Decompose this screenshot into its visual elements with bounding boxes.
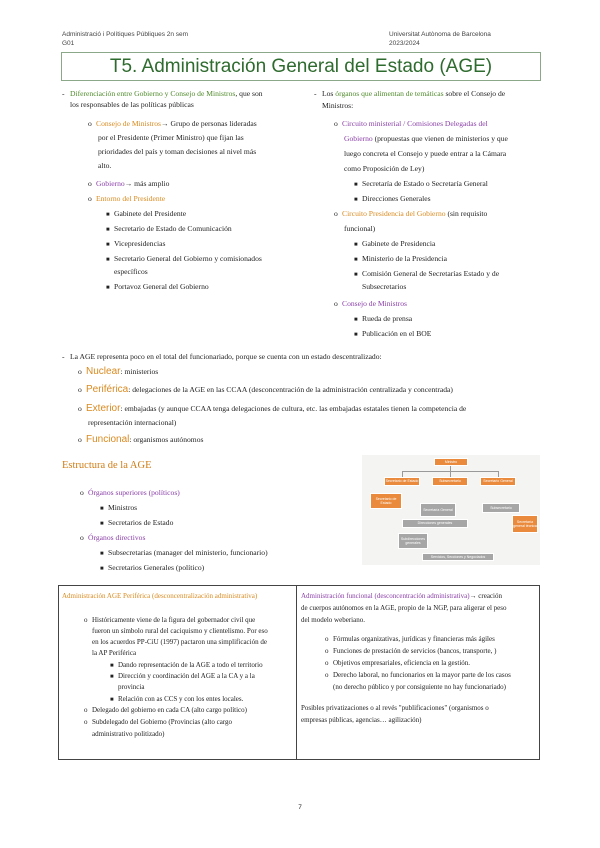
age-periferica: o Periférica: delegaciones de la AGE en las CCAA (desconcentración de la administración centralizada y concentrada)	[78, 384, 453, 395]
circuito-item: o Circuito ministerial / Comisiones Delegadas del	[334, 119, 488, 128]
table-right-item: o Funciones de prestación de servicios (bancos, transporte, )	[325, 647, 497, 655]
list-item: ■ Subsecretarias (manager del ministerio, funcionario)	[100, 548, 268, 557]
list-item: ■ Vicepresidencias	[106, 239, 166, 248]
list-item: ■ Ministros	[100, 503, 138, 512]
table-left-title: Administración AGE Periférica (desconcentralización administrativa)	[62, 592, 258, 600]
list-item: ■ Portavoz General del Gobierno	[106, 282, 209, 291]
list-item: ■ Publicación en el BOE	[354, 329, 432, 338]
consejo-text-3: prioridades del país y toman decisiones al nivel más	[98, 147, 257, 156]
left-intro: - Diferenciación entre Gobierno y Consejo de Ministros, que son	[62, 89, 263, 98]
list-item: ■ Secretaría de Estado o Secretaría General	[354, 179, 488, 188]
table-left-line: administrativo politizado)	[92, 730, 165, 738]
right-intro: - Los órganos que alimentan de temáticas sobre el Consejo de	[314, 89, 506, 98]
circuito-text-3: como Proposición de Ley)	[344, 164, 425, 173]
entorno-item: o Entorno del Presidente	[88, 194, 166, 203]
age-exterior-2: representación internacional)	[88, 418, 177, 427]
diagram-node: Servicios, Secciones y Negociados	[422, 553, 494, 561]
list-item: ■ Direcciones Generales	[354, 194, 431, 203]
university-name: Universitat Autònoma de Barcelona	[389, 31, 491, 38]
table-left-line: la AP Periférica	[92, 649, 137, 657]
section-heading: Estructura de la AGE	[62, 460, 152, 471]
diagram-node: Secretario de Estado	[384, 477, 420, 486]
org-chart-diagram	[362, 455, 540, 565]
list-item: ■ Secretarios Generales (político)	[100, 563, 205, 572]
table-left-line: o Subdelegado del Gobierno (Provincias (alto cargo	[84, 718, 233, 726]
table-right-line: del modelo weberiano.	[301, 616, 365, 624]
header-right	[389, 30, 491, 48]
page-title: T5. Administración General del Estado (AGE)	[61, 52, 541, 81]
table-right-line: Posibles privatizaciones o al revés "publificaciones" (organismos o	[301, 704, 489, 712]
table-right-item: o Objetivos empresariales, eficiencia en la gestión.	[325, 659, 471, 667]
table-left-sub: provincia	[118, 683, 145, 691]
table-left-line: fueron un símbolo rural del caciquismo y clientelismo. Por eso	[92, 627, 268, 635]
consejo-item: o Consejo de Ministros→ Grupo de personas lideradas	[88, 119, 257, 128]
cm-item: o Consejo de Ministros	[334, 299, 407, 308]
diagram-node: Secretaría general técnica	[512, 515, 538, 533]
age-funcional: o Funcional: organismos autónomos	[78, 434, 204, 445]
diagram-node: Direcciones generales	[402, 519, 468, 528]
table-left-line: o Históricamente viene de la figura del gobernador civil que	[84, 616, 256, 624]
age-intro: - La AGE representa poco en el total del funcionariado, porque se cuenta con un estado descentralizado:	[62, 352, 382, 361]
diagram-node: Secretaría General	[420, 503, 456, 517]
list-item: ■ Rueda de prensa	[354, 314, 413, 323]
diagram-node: Subsecretario	[482, 503, 520, 513]
diagram-node: Secretario General	[480, 477, 516, 486]
list-item: específicos	[114, 267, 148, 276]
page-number: 7	[298, 804, 302, 811]
group-code: G01	[62, 40, 75, 47]
table-left-sub: ■ Dirección y coordinación del AGE a la CA y a la	[110, 672, 255, 680]
list-item: ■ Secretario General del Gobierno y comisionados	[106, 254, 262, 263]
header-left	[62, 30, 188, 48]
list-item: ■ Comisión General de Secretarías Estado y de	[354, 269, 500, 278]
course-name: Administració i Polítiques Públiques 2n sem	[62, 31, 189, 38]
table-right-title: Administración funcional (desconcentración administrativa)→ creación	[301, 592, 502, 600]
diagram-node: Ministro	[434, 458, 468, 466]
presidencia-item: o Circuito Presidencia del Gobierno (sin requisito	[334, 209, 488, 218]
table-left-line: o Delegado del gobierno en cada CA (alto cargo político)	[84, 706, 247, 714]
consejo-text-4: alto.	[98, 161, 112, 170]
table-left-sub: ■ Relación con as CCS y con los entes locales.	[110, 695, 244, 703]
table-right-item: (no derecho público y por consiguiente no hay funcionariado)	[333, 683, 507, 691]
age-nuclear: o Nuclear: ministerios	[78, 366, 159, 377]
list-item: ■ Gabinete del Presidente	[106, 209, 187, 218]
diagram-node: Subdirecciones generales	[398, 533, 428, 549]
gobierno-item: o Gobierno→ más amplio	[88, 179, 170, 188]
diagram-node: Subsecretario	[432, 477, 468, 486]
table-left-sub: ■ Dando representación de la AGE a todo el territorio	[110, 661, 263, 669]
table-right-line: empresas públicas, agencias… agilización)	[301, 716, 422, 724]
list-item: Subsecretarios	[362, 282, 407, 291]
table-left-line: en los acuerdos PP-CiU (1997) pactaron una simplificación de	[92, 638, 267, 646]
circuito-text: Gobierno (propuestas que vienen de ministerios y que	[344, 134, 508, 143]
consejo-text-2: por el Presidente (Primer Ministro) que fijan las	[98, 133, 244, 142]
list-item: ■ Ministerio de la Presidencia	[354, 254, 447, 263]
circuito-text-2: luego concreta el Consejo y puede entrar a la Cámara	[344, 149, 507, 158]
table-right-item: o Fórmulas organizativas, jurídicas y financieras más ágiles	[325, 635, 495, 643]
table-right-item: o Derecho laboral, no funcionarios en la mayor parte de los casos	[325, 671, 511, 679]
list-item: ■ Secretario de Estado de Comunicación	[106, 224, 232, 233]
diagram-node: Secretario de Estado	[370, 493, 402, 509]
presidencia-text-2: funcional)	[344, 224, 376, 233]
academic-year: 2023/2024	[389, 40, 420, 47]
right-intro-2: Ministros:	[322, 101, 354, 110]
table-right-line: de cuerpos autónomos en la AGE, propio de la NGP, para aligerar el peso	[301, 604, 507, 612]
list-item: ■ Secretarios de Estado	[100, 518, 174, 527]
superiores-item: o Órganos superiores (políticos)	[80, 488, 180, 497]
age-exterior: o Exterior: embajadas (y aunque CCAA tenga delegaciones de cultura, etc. las embajadas estatales tienen la competencia de	[78, 403, 467, 414]
directivos-item: o Órganos directivos	[80, 533, 146, 542]
list-item: ■ Gabinete de Presidencia	[354, 239, 436, 248]
left-intro-2: los responsables de las políticas públicas	[70, 100, 194, 109]
